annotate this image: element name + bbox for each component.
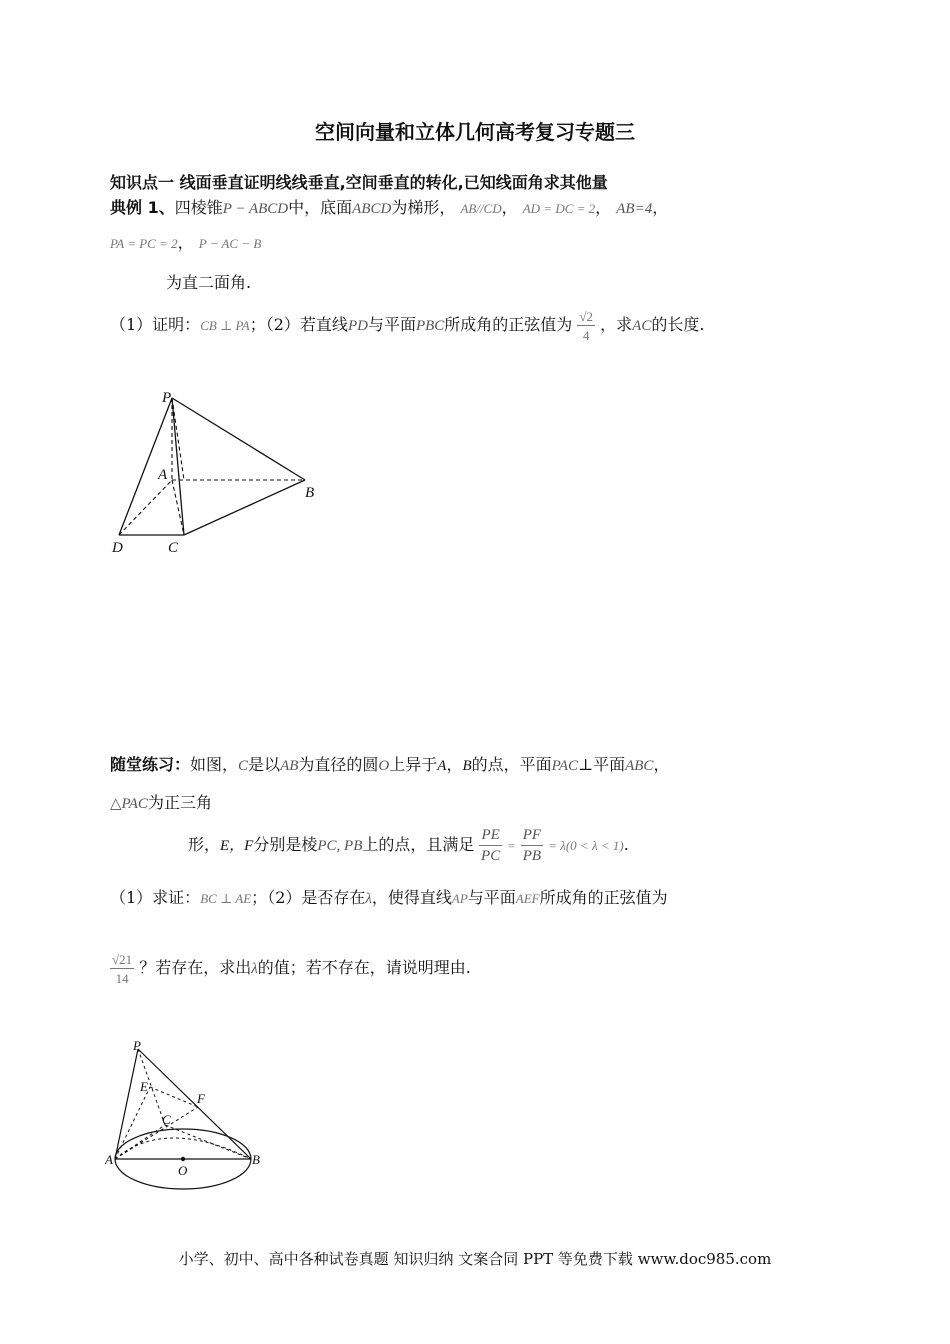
label-a: A [158,467,168,483]
pyramid-figure [108,385,328,560]
fraction-numerator: √2 [579,308,594,324]
text: ， [501,198,518,217]
text: 所成角的正弦值为 [539,888,668,907]
edge-pc [172,398,184,535]
text: 与平面 [467,888,516,907]
text: . [623,835,629,854]
example-1-line-1 [110,195,668,218]
edge-cb [184,480,305,535]
text: 为梯形， [391,198,456,217]
math-cb-pa: CB ⊥ PA [200,318,250,333]
text: 与平面 [367,315,416,334]
text: 如图， [190,755,239,774]
math-o: O [378,758,390,774]
hidden-arc [115,1138,251,1159]
label-a: A [105,1152,113,1167]
math-ap: AP [451,891,468,906]
math-abcd: ABCD [352,201,392,217]
math-ab: AB [280,758,299,774]
text: 为直径的圆 [298,755,379,774]
text: 形， [188,835,221,854]
edge-ac-hidden [115,1125,165,1159]
label-e: E [140,1079,148,1094]
fraction-denominator: PC [481,847,501,864]
fraction-numerator: PF [521,828,543,846]
text: 上的点，且满足 [362,835,475,854]
text: 中，底面 [288,198,353,217]
math-pa-pc: PA = PC = 2 [110,236,178,251]
q1-label: （1）求证： [110,888,201,907]
text: 的点，平面 [471,755,552,774]
math-e-f: E，F [220,838,254,854]
fraction-denominator: PB [522,847,542,864]
text: ， [652,198,669,217]
fraction-denominator: 14 [115,970,129,986]
label-c: C [162,1112,171,1127]
example-1-questions [110,305,704,346]
text: ， [177,233,194,252]
fraction-sqrt2-over-4 [577,310,595,342]
fraction-pe-pc [479,828,501,864]
math-ad-dc: AD = DC = 2 [522,201,596,216]
math-lambda: λ [365,891,372,907]
label-p: P [133,1038,141,1053]
example-label: 典例 1、 [110,198,175,217]
math-a: A [437,758,447,774]
math-parallel: AB//CD [460,201,502,216]
example-1-line-3: 为直二面角. [166,273,252,292]
text: 为正三角 [147,793,212,812]
math-pc-pb: PC, PB [317,838,363,854]
label-p: P [162,390,172,406]
fraction-pf-pb [521,828,543,864]
text: 上异于 [389,755,438,774]
fraction-numerator: √21 [112,951,133,967]
math-pbc: PBC [415,318,445,334]
math-pd: PD [347,318,368,334]
segment-ef [150,1087,198,1107]
page-title: 空间向量和立体几何高考复习专题三 [315,120,635,144]
text: 四棱锥 [174,198,223,217]
math-lambda-range: = λ(0 < λ < 1) [548,838,624,853]
math-triangle-pac: △PAC [110,796,148,812]
math-bc-ae: BC ⊥ AE [200,891,252,906]
practice-line-1 [110,752,669,775]
example-1-line-2 [110,230,261,253]
q1-label: （1）证明： [110,315,201,334]
text: ； [249,315,266,334]
text: ？若存在，求出 [139,958,252,977]
text: ， [653,755,670,774]
math-pac: PAC [551,758,579,774]
practice-line-3 [188,825,629,866]
center-o-dot [181,1157,185,1161]
text: ，求 [600,315,633,334]
label-d: D [112,540,123,556]
text: ， [595,198,612,217]
text: ， [446,755,463,774]
equals-sign: = [506,838,516,853]
label-o: O [178,1163,188,1178]
practice-label: 随堂练习： [110,755,191,774]
fraction-sqrt21-over-14 [110,953,134,985]
math-b: B [462,758,472,774]
cone-figure [105,1035,275,1195]
section-heading: 知识点一 线面垂直证明线线垂直,空间垂直的转化,已知线面角求其他量 [110,173,608,192]
edge-ad-hidden [119,480,172,535]
fraction-denominator: 4 [582,327,590,343]
q2-label: （2）是否存在 [267,888,366,907]
math-lambda: λ [251,961,258,977]
math-ab: AB=4 [616,201,653,217]
fraction-numerator: PE [479,828,501,846]
edge-pb [138,1049,251,1159]
practice-questions [110,885,668,908]
text: ，使得直线 [371,888,452,907]
text: 分别是棱 [253,835,318,854]
label-b: B [252,1152,260,1167]
math-ac: AC [632,318,652,334]
label-f: F [197,1091,205,1106]
text: 的值；若不存在，请说明理由. [257,958,471,977]
practice-line-2 [110,790,212,813]
segment-af [115,1107,198,1159]
math-aef: AEF [515,891,540,906]
math-abc: ABC [625,758,654,774]
math-pabcd: P − ABCD [222,201,289,217]
text: 是以 [248,755,281,774]
text: 所成角的正弦值为 [444,315,573,334]
text: 的长度. [651,315,705,334]
math-c: C [238,758,249,774]
text: ⊥平面 [578,755,626,774]
text: ； [251,888,268,907]
label-c: C [168,540,179,556]
q2-label: （2）若直线 [265,315,348,334]
math-dihedral: P − AC − B [198,236,262,251]
label-b: B [305,485,315,501]
page-footer: 小学、初中、高中各种试卷真题 知识归纳 文案合同 PPT 等免费下载 www.doc985.com [178,1250,772,1268]
practice-questions-cont [110,948,471,989]
edge-pb [172,398,305,480]
